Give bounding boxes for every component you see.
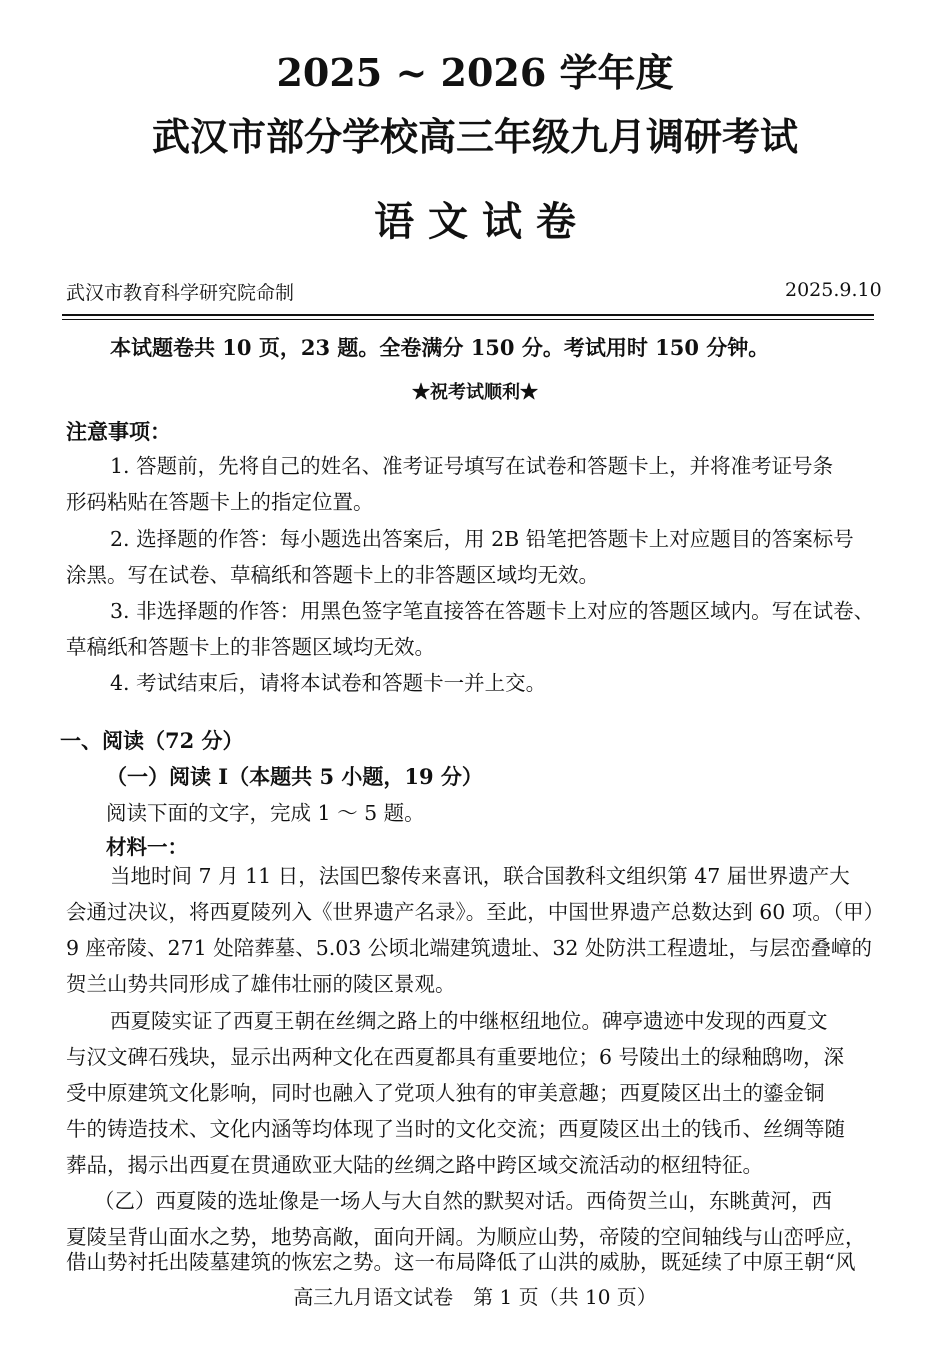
passage-line: 贺兰山势共同形成了雄伟壮丽的陵区景观。: [66, 972, 456, 996]
note-line: 涂黑。写在试卷、草稿纸和答题卡上的非答题区域均无效。: [66, 563, 599, 587]
page-footer: 高三九月语文试卷 第 1 页（共 10 页）: [293, 1285, 657, 1309]
passage-line: 9 座帝陵、271 处陪葬墓、5.03 公顷北端建筑遗址、32 处防洪工程遗址，与层峦叠嶂的: [66, 936, 872, 960]
school-year-title: 2025 ~ 2026 学年度: [276, 50, 674, 95]
note-line: 1. 答题前，先将自己的姓名、准考证号填写在试卷和答题卡上，并将准考证号条: [110, 454, 834, 478]
passage-line: （乙）西夏陵的选址像是一场人与大自然的默契对话。西倚贺兰山，东眺黄河，西: [94, 1189, 832, 1213]
material-label: 材料一：: [106, 835, 188, 859]
good-luck-banner: ★祝考试顺利★: [412, 382, 538, 403]
passage-line: 会通过决议，将西夏陵列入《世界遗产名录》。至此，中国世界遗产总数达到 60 项。（甲）: [66, 900, 885, 924]
exam-title: 武汉市部分学校高三年级九月调研考试: [151, 114, 798, 159]
note-line: 2. 选择题的作答：每小题选出答案后，用 2B 铅笔把答题卡上对应题目的答案标号: [110, 527, 854, 551]
passage-line: 与汉文碑石残块，显示出两种文化在西夏都具有重要地位；6 号陵出土的绿釉鸱吻，深: [66, 1045, 845, 1069]
reading-directions: 阅读下面的文字，完成 1 ～ 5 题。: [106, 801, 425, 825]
paper-title: 语 文 试 卷: [374, 198, 576, 245]
note-line: 4. 考试结束后，请将本试卷和答题卡一并上交。: [110, 671, 547, 695]
header-divider: [62, 314, 874, 316]
passage-line: 西夏陵实证了西夏王朝在丝绸之路上的中继枢纽地位。碑亭遗迹中发现的西夏文: [110, 1009, 828, 1033]
passage-line: 夏陵呈背山面水之势，地势高敞，面向开阔。为顺应山势，帝陵的空间轴线与山峦呼应，: [66, 1225, 866, 1249]
note-line: 草稿纸和答题卡上的非答题区域均无效。: [66, 635, 435, 659]
passage-line: 借山势衬托出陵墓建筑的恢宏之势。这一布局降低了山洪的威胁，既延续了中原王朝“风: [66, 1250, 856, 1274]
subsection-heading: （一）阅读 I（本题共 5 小题，19 分）: [106, 764, 483, 789]
note-line: 3. 非选择题的作答：用黑色签字笔直接答在答题卡上对应的答题区域内。写在试卷、: [110, 599, 875, 623]
section-heading: 一、阅读（72 分）: [60, 728, 244, 753]
exam-intro: 本试题卷共 10 页，23 题。全卷满分 150 分。考试用时 150 分钟。: [110, 335, 770, 360]
passage-line: 葬品，揭示出西夏在贯通欧亚大陆的丝绸之路中跨区域交流活动的枢纽特征。: [66, 1153, 763, 1177]
header-divider-thin: [62, 319, 874, 320]
passage-line: 当地时间 7 月 11 日，法国巴黎传来喜讯，联合国教科文组织第 47 届世界遗产大: [110, 864, 850, 888]
passage-line: 牛的铸造技术、文化内涵等均体现了当时的文化交流；西夏陵区出土的钱币、丝绸等随: [66, 1117, 845, 1141]
exam-date: 2025.9.10: [785, 279, 882, 301]
notes-title: 注意事项：: [66, 419, 171, 444]
note-line: 形码粘贴在答题卡上的指定位置。: [66, 490, 374, 514]
institution-label: 武汉市教育科学研究院命制: [66, 282, 295, 304]
passage-line: 受中原建筑文化影响，同时也融入了党项人独有的审美意趣；西夏陵区出土的鎏金铜: [66, 1081, 825, 1105]
